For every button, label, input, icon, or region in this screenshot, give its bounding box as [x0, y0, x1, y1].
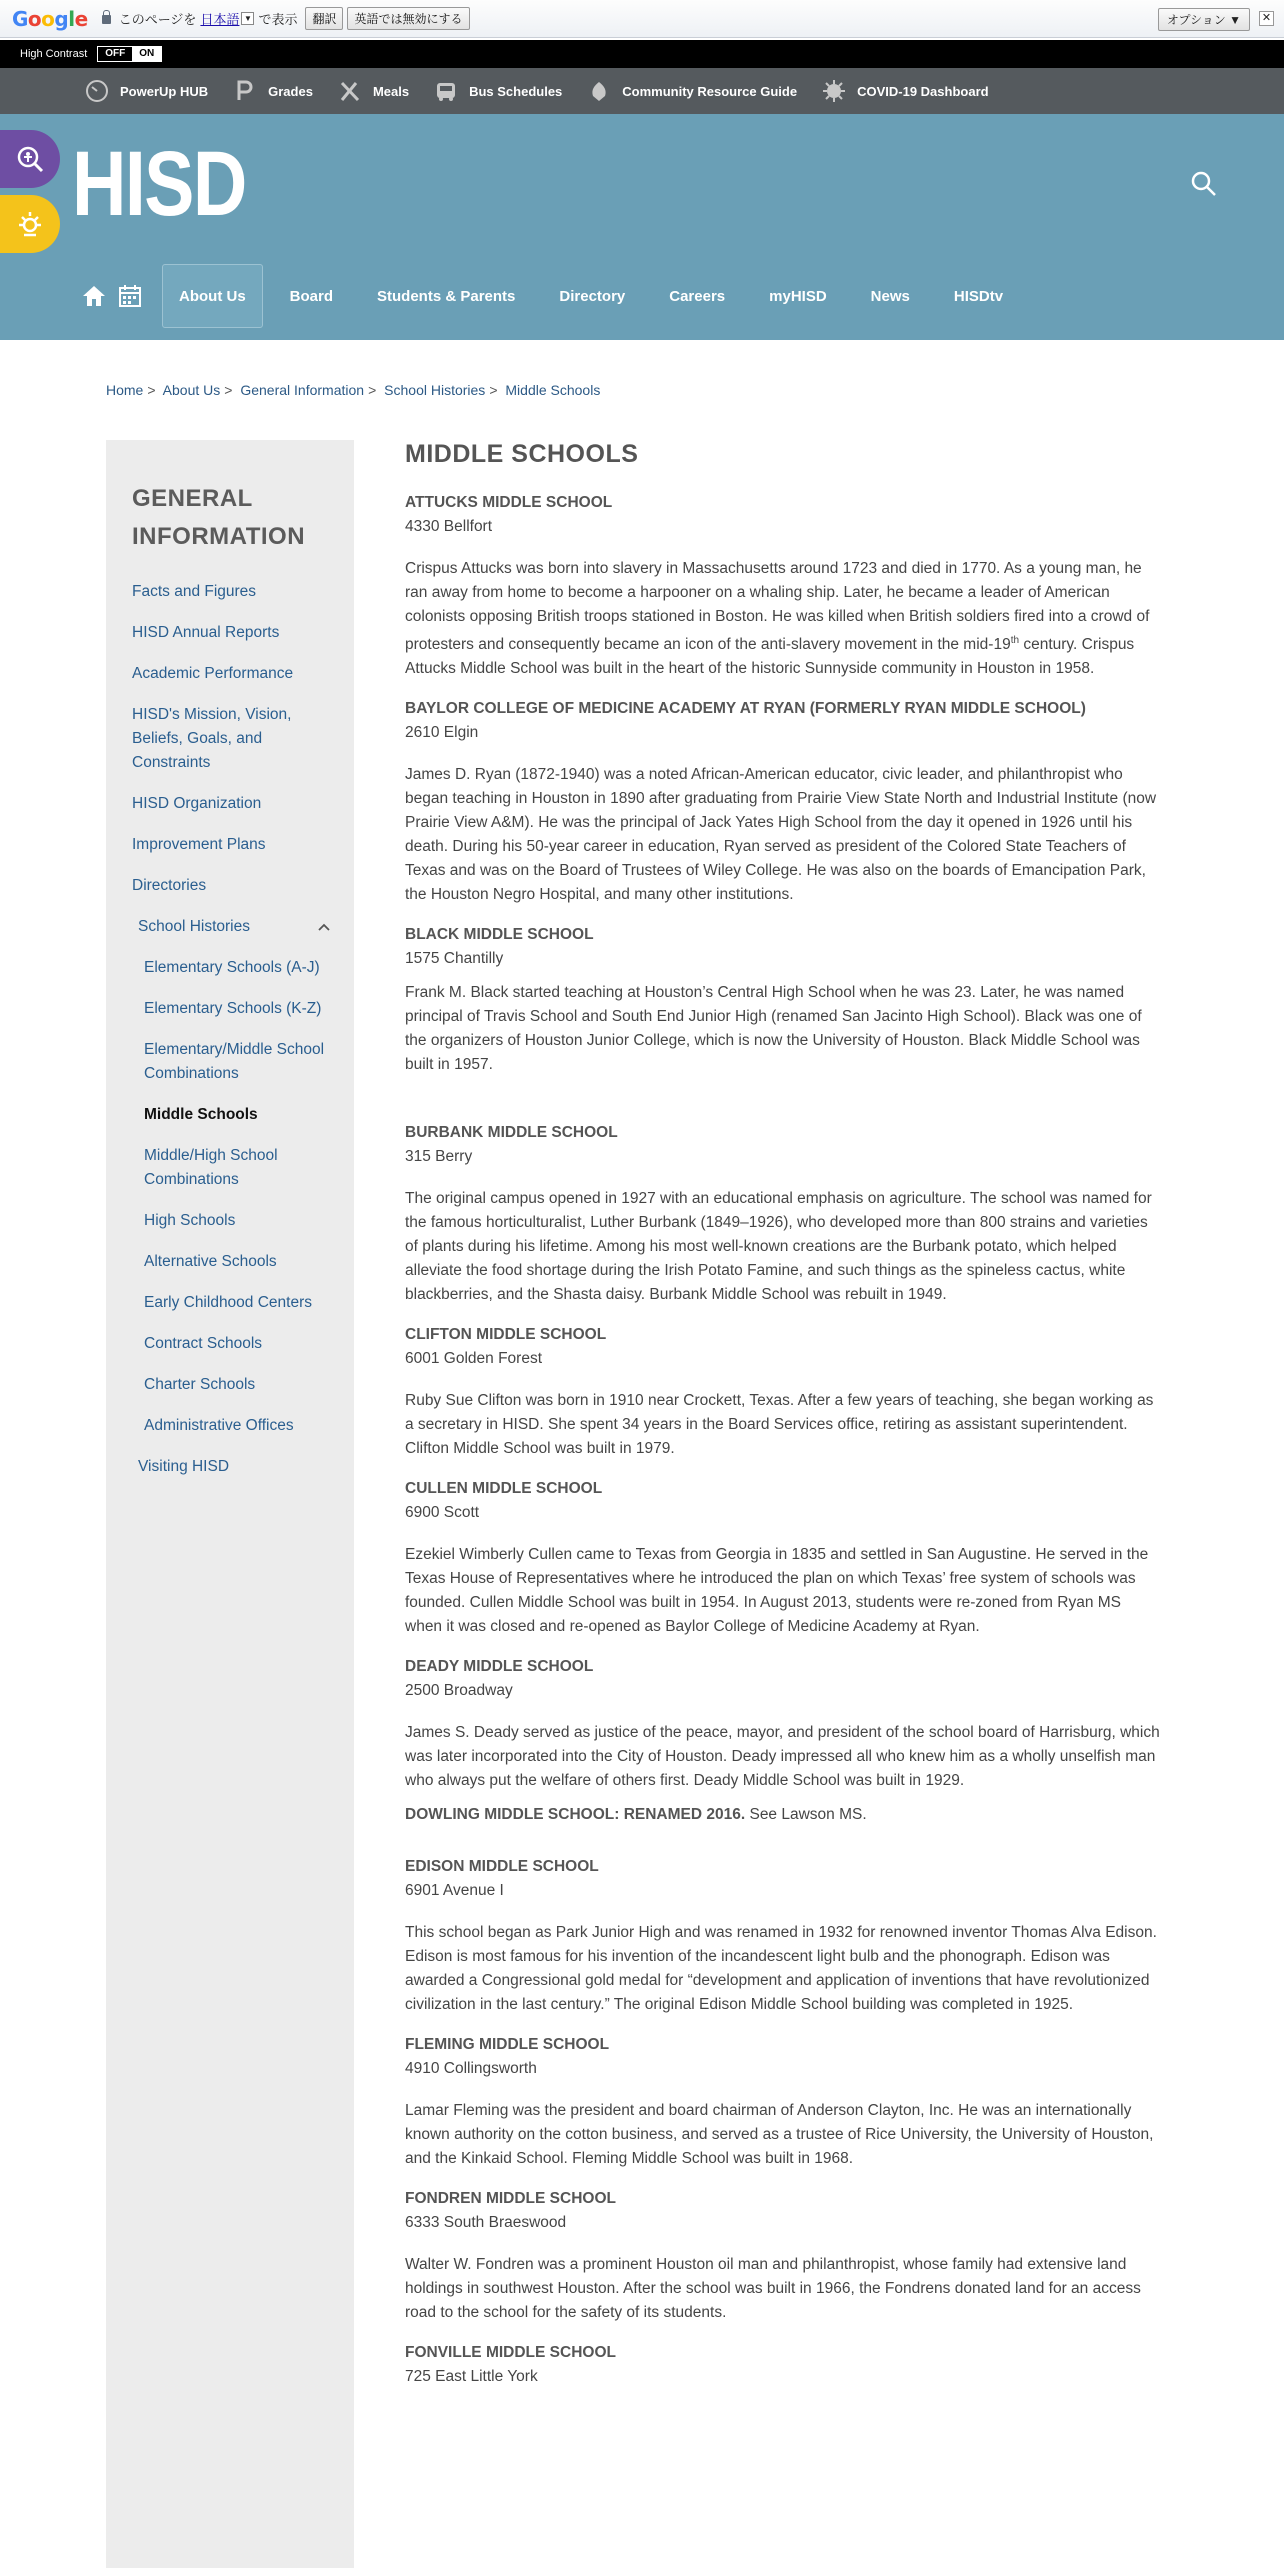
- school-description: Frank M. Black started teaching at Houston’s Central High School when he was 23. Later, he was named principal of Travis School and South End Junior High (renamed San Jacinto High School). Black was one of the organizers of Houston Junior College, which is now the University of Houston. Black Middle School was built in 1957.: [405, 984, 1142, 1074]
- sidebar-subitem-charter[interactable]: Charter Schools: [144, 1376, 256, 1393]
- school-description: Crispus Attucks was born into slavery in Massachusetts around 1723 and died in 1770. As a young man, he ran away from home to become a harpooner on a whaling ship. Later, he became a leader of American colonists opposing British troops stationed in Boston. He was killed when British soldiers fired into a crowd of protesters and consequently became an icon of the anti-slavery movement in the mid-19th century. Crispus Attucks Middle School was built in the heart of the historic Sunnyside community in Houston in 1958.: [405, 560, 1150, 678]
- school-entry: [405, 1655, 1160, 1793]
- quick-link-meals[interactable]: [337, 78, 409, 104]
- quick-link-label: Community Resource Guide: [622, 83, 798, 99]
- school-address: 6900 Scott: [405, 1504, 480, 1522]
- sidebar-subitem-high-schools[interactable]: High Schools: [144, 1212, 236, 1229]
- school-name: BLACK MIDDLE SCHOOL: [405, 926, 594, 944]
- school-description: Walter W. Fondren was a prominent Houston oil man and philanthropist, whose family had extensive land holdings in southwest Houston. After the school was built in 1966, the Fondrens donated land for an access road to the school for the safety of its students.: [405, 2256, 1141, 2322]
- hisd-logo[interactable]: HISD: [72, 133, 246, 235]
- translate-widget-button[interactable]: [0, 195, 60, 253]
- sidebar-subitem-middle-schools[interactable]: Middle Schools: [144, 1106, 258, 1123]
- accessibility-icon: [15, 144, 45, 174]
- school-entry: [405, 1121, 1160, 1307]
- search-icon[interactable]: [1190, 170, 1218, 198]
- school-name: DEADY MIDDLE SCHOOL: [405, 1658, 594, 1676]
- page-title: MIDDLE SCHOOLS: [405, 440, 639, 468]
- close-icon[interactable]: ✕: [1259, 11, 1274, 26]
- breadcrumb-home[interactable]: Home: [106, 382, 144, 398]
- calendar-icon[interactable]: [116, 282, 144, 310]
- options-button[interactable]: オプション ▼: [1158, 8, 1250, 31]
- quick-links-bar: [0, 68, 1284, 114]
- translate-button[interactable]: 翻訳: [305, 7, 343, 30]
- toggle-off[interactable]: OFF: [98, 47, 132, 61]
- sidebar-item-academic-performance[interactable]: Academic Performance: [132, 665, 294, 682]
- utensils-icon: [337, 78, 363, 104]
- school-name: FLEMING MIDDLE SCHOOL: [405, 2036, 610, 2054]
- google-logo: Google: [12, 6, 88, 31]
- main-content: [405, 440, 1160, 2407]
- sidebar-item-school-histories[interactable]: [132, 915, 334, 939]
- breadcrumb: Home > About Us > General Information > School Histories > Middle Schools: [106, 382, 601, 398]
- school-name: FONVILLE MIDDLE SCHOOL: [405, 2344, 616, 2362]
- toggle-on[interactable]: ON: [132, 47, 161, 61]
- school-entry: [405, 2033, 1160, 2171]
- grades-icon: [232, 78, 258, 104]
- translate-prefix: このページを: [118, 12, 197, 27]
- school-address: 6901 Avenue I: [405, 1882, 504, 1900]
- school-entry: [405, 2341, 1160, 2389]
- translate-suffix: で表示: [258, 12, 298, 27]
- school-entry: [405, 2187, 1160, 2325]
- quick-link-label: Bus Schedules: [469, 83, 563, 99]
- school-address: 725 East Little York: [405, 2368, 538, 2386]
- sidebar-item-facts[interactable]: Facts and Figures: [132, 583, 257, 600]
- hands-icon: [586, 78, 612, 104]
- main-nav: [80, 264, 1020, 328]
- nav-hisdtv[interactable]: HISDtv: [953, 287, 1004, 305]
- school-entry: [405, 1477, 1160, 1639]
- sidebar-subitem-alternative[interactable]: Alternative Schools: [144, 1253, 277, 1270]
- quick-link-label: Meals: [372, 83, 410, 99]
- school-name: BAYLOR COLLEGE OF MEDICINE ACADEMY AT RYAN (FORMERLY RYAN MIDDLE SCHOOL): [405, 700, 1086, 718]
- school-description: James D. Ryan (1872-1940) was a noted African-American educator, civic leader, and philanthropist who began teaching in Houston in 1890 after graduating from Prairie View State North and Industrial Institute (now Prairie View A&M). He was the principal of Jack Yates High School from the day it opened in 1926 until his death. During his 50-year career in education, Ryan served as president of the Colored State Teachers of Texas and was on the Board of Trustees of Wiley College. He was also on the boards of Emancipation Park, the Houston Negro Hospital, and many other institutions.: [405, 766, 1157, 904]
- chevron-down-icon[interactable]: ▼: [241, 12, 254, 25]
- nav-about-us[interactable]: About Us: [162, 264, 263, 328]
- school-description: Lamar Fleming was the president and board chairman of Anderson Clayton, Inc. He was an internationally known authority on the cotton business, and served as a trustee of Rice University, the University of Houston, and the Kinkaid School. Fleming Middle School was built in 1968.: [405, 2102, 1154, 2168]
- school-entry: [405, 1855, 1160, 2017]
- sidebar-item-label: School Histories: [138, 918, 250, 935]
- breadcrumb-middle-schools[interactable]: Middle Schools: [505, 382, 601, 398]
- school-name: FONDREN MIDDLE SCHOOL: [405, 2190, 616, 2208]
- high-contrast-bar: [0, 40, 1284, 68]
- nav-directory[interactable]: Directory: [559, 287, 626, 305]
- sidebar-item-visiting[interactable]: Visiting HISD: [138, 1458, 230, 1475]
- high-contrast-label: High Contrast: [20, 48, 88, 60]
- school-entry: [405, 923, 1160, 1077]
- school-address: 6001 Golden Forest: [405, 1350, 543, 1368]
- nav-board[interactable]: Board: [289, 287, 334, 305]
- school-address: 2610 Elgin: [405, 724, 479, 742]
- sidebar-subitem-elementary-aj[interactable]: Elementary Schools (A-J): [144, 959, 320, 976]
- school-description: This school began as Park Junior High and was renamed in 1932 for renowned inventor Thomas Alva Edison. Edison is most famous for his invention of the incandescent light bulb and the phonograph. Edison was awarded a Congressional gold medal for “development and application of inventions that have revolutionized civilization in the last century.” The original Edison Middle School building was completed in 1925.: [405, 1924, 1157, 2014]
- quick-link-label: Grades: [268, 83, 313, 99]
- quick-link-powerup-hub[interactable]: [84, 78, 208, 104]
- school-address: 2500 Broadway: [405, 1682, 513, 1700]
- sidebar-title: GENERAL INFORMATION: [132, 485, 306, 550]
- school-address: 6333 South Braeswood: [405, 2214, 567, 2232]
- school-description: James S. Deady served as justice of the peace, mayor, and president of the school board of Harrisburg, which was later incorporated into the City of Houston. Deady impressed all who knew him as a wholly unselfish man who always put the welfare of others first. Deady Middle School was built in 1929.: [405, 1724, 1160, 1790]
- school-description: Ruby Sue Clifton was born in 1910 near Crockett, Texas. After a few years of teaching, she began working as a secretary in HISD. She spent 34 years in the Board Services office, retiring as assistant superintendent. Clifton Middle School was built in 1979.: [405, 1392, 1154, 1458]
- sidebar-subitem-middle-high[interactable]: Middle/High School Combinations: [144, 1147, 278, 1188]
- sidebar-item-mission[interactable]: HISD's Mission, Vision, Beliefs, Goals, and Constraints: [132, 706, 292, 771]
- accessibility-button[interactable]: [0, 130, 60, 188]
- language-select[interactable]: 日本語: [200, 12, 240, 27]
- lock-icon: [102, 15, 111, 24]
- sidebar-item-directories[interactable]: Directories: [132, 877, 207, 894]
- high-contrast-toggle[interactable]: [97, 46, 162, 62]
- quick-link-bus-schedules[interactable]: [433, 78, 562, 104]
- home-icon[interactable]: [80, 282, 108, 310]
- sidebar-item-annual-reports[interactable]: HISD Annual Reports: [132, 624, 280, 641]
- sun-icon: [15, 209, 45, 239]
- quick-link-label: PowerUp HUB: [120, 83, 209, 99]
- school-description: The original campus opened in 1927 with an educational emphasis on agriculture. The school was named for the famous horticulturalist, Luther Burbank (1849–1926), who developed more than 800 strains and varieties of plants during his lifetime. Among his most well-known creations are the Burbank potato, which helped alleviate the food shortage during the Irish Potato Famine, and such things as the spineless cactus, white blackberries, and the Shasta daisy. Burbank Middle School was rebuilt in 1949.: [405, 1190, 1152, 1304]
- quick-link-covid-dashboard[interactable]: [821, 78, 988, 104]
- quick-link-label: COVID-19 Dashboard: [857, 83, 989, 99]
- quick-link-grades[interactable]: [232, 78, 313, 104]
- translate-bar: [0, 0, 1284, 38]
- sidebar-item-improvement-plans[interactable]: Improvement Plans: [132, 836, 266, 853]
- sidebar: [106, 440, 354, 2568]
- disable-translate-button[interactable]: 英語では無効にする: [347, 7, 469, 30]
- school-name: ATTUCKS MIDDLE SCHOOL: [405, 494, 613, 511]
- school-name: CULLEN MIDDLE SCHOOL: [405, 1480, 603, 1498]
- sidebar-subitem-early-childhood[interactable]: Early Childhood Centers: [144, 1294, 313, 1311]
- school-entry: [405, 697, 1160, 907]
- breadcrumb-school-histories[interactable]: School Histories: [384, 382, 486, 398]
- nav-myhisd[interactable]: myHISD: [769, 287, 827, 305]
- sidebar-subitem-contract[interactable]: Contract Schools: [144, 1335, 263, 1352]
- nav-careers[interactable]: Careers: [669, 287, 726, 305]
- virus-icon: [821, 78, 847, 104]
- school-entry: [405, 491, 1160, 681]
- school-address: 4330 Bellfort: [405, 518, 493, 535]
- school-entry: [405, 1323, 1160, 1461]
- school-address: 315 Berry: [405, 1148, 473, 1166]
- sidebar-subitem-elementary-kz[interactable]: Elementary Schools (K-Z): [144, 1000, 322, 1017]
- breadcrumb-general-information[interactable]: General Information: [240, 382, 365, 398]
- quick-link-community-resource-guide[interactable]: [586, 78, 797, 104]
- nav-news[interactable]: News: [870, 287, 910, 305]
- chevron-up-icon[interactable]: [316, 919, 332, 935]
- school-description: Ezekiel Wimberly Cullen came to Texas from Georgia in 1835 and settled in San Augustine. He served in the Texas House of Representatives where he introduced the plan on which Texas’ free system of schools was founded. Cullen Middle School was built in 1954. In August 2013, students were re-zoned from Ryan MS when it was closed and re-opened as Baylor College of Medicine Academy at Ryan.: [405, 1546, 1149, 1636]
- sidebar-subitem-elementary-middle[interactable]: Elementary/Middle School Combinations: [144, 1041, 325, 1082]
- school-name: CLIFTON MIDDLE SCHOOL: [405, 1326, 607, 1344]
- renamed-note: DOWLING MIDDLE SCHOOL: RENAMED 2016. See Lawson MS.: [405, 1806, 867, 1824]
- sidebar-subitem-administrative[interactable]: Administrative Offices: [144, 1417, 294, 1434]
- nav-students-parents[interactable]: Students & Parents: [377, 287, 516, 305]
- school-name: EDISON MIDDLE SCHOOL: [405, 1858, 599, 1876]
- sidebar-item-organization[interactable]: HISD Organization: [132, 795, 262, 812]
- school-name: BURBANK MIDDLE SCHOOL: [405, 1124, 618, 1142]
- site-header: [0, 114, 1284, 340]
- school-address: 4910 Collingsworth: [405, 2060, 537, 2078]
- breadcrumb-about-us[interactable]: About Us: [162, 382, 221, 398]
- gauge-icon: [84, 78, 110, 104]
- school-address: 1575 Chantilly: [405, 950, 504, 968]
- bus-icon: [433, 78, 459, 104]
